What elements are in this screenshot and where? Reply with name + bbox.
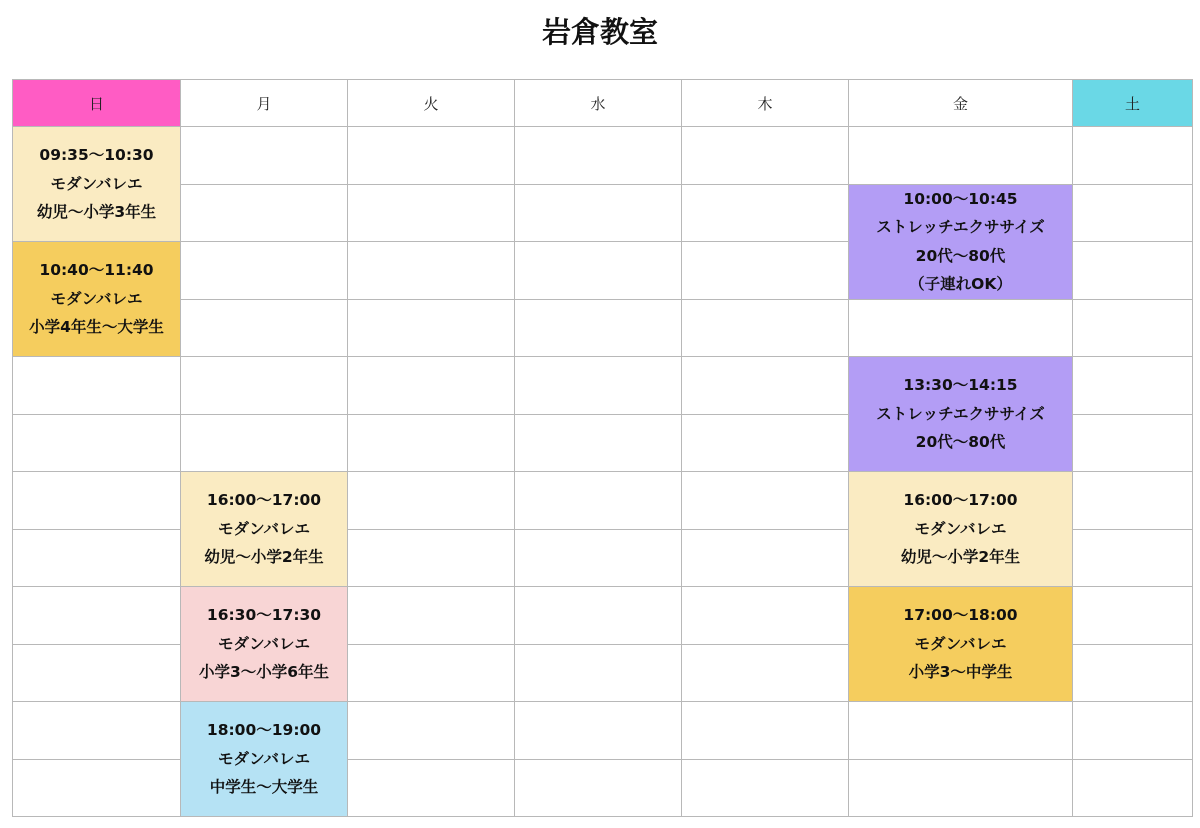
class-target: 中学生〜大学生 (209, 778, 319, 797)
class-target: 小学3〜中学生 (908, 663, 1013, 682)
class-block[interactable] (848, 184, 1073, 300)
class-time: 18:00〜19:00 (206, 721, 322, 740)
class-name: ストレッチエクササイズ (876, 404, 1045, 423)
timetable-cell (180, 126, 348, 185)
timetable-cell (347, 356, 515, 415)
class-block[interactable] (848, 586, 1073, 702)
timetable-cell (1072, 529, 1193, 588)
timetable-cell (681, 759, 849, 818)
class-target: 幼児〜小学2年生 (900, 548, 1021, 567)
timetable-cell (180, 241, 348, 300)
timetable-cell (514, 701, 682, 760)
day-header-2: 火 (347, 79, 515, 127)
timetable-cell (514, 126, 682, 185)
timetable-cell (12, 529, 181, 588)
timetable-cell (12, 701, 181, 760)
timetable-cell (12, 644, 181, 703)
timetable-cell (12, 759, 181, 818)
timetable-cell (347, 241, 515, 300)
timetable-cell (1072, 299, 1193, 358)
day-header-3: 水 (514, 79, 682, 127)
class-note: （子連れOK） (909, 275, 1012, 293)
timetable-cell (347, 414, 515, 473)
timetable-cell (347, 644, 515, 703)
timetable-cell (12, 471, 181, 530)
class-target: 小学3〜小学6年生 (198, 663, 330, 682)
timetable-cell (514, 759, 682, 818)
timetable-cell (681, 644, 849, 703)
class-block[interactable] (12, 241, 181, 357)
timetable-cell (347, 759, 515, 818)
class-time: 10:00〜10:45 (903, 189, 1018, 208)
timetable-cell (1072, 701, 1193, 760)
class-block[interactable] (180, 471, 348, 587)
class-time: 10:40〜11:40 (39, 261, 154, 280)
timetable-cell (1072, 586, 1193, 645)
class-name: モダンバレエ (217, 519, 311, 538)
timetable-cell (848, 126, 1073, 185)
timetable-cell (681, 299, 849, 358)
timetable-cell (12, 356, 181, 415)
class-target: 幼児〜小学3年生 (36, 203, 157, 222)
day-header-6: 土 (1072, 79, 1193, 127)
timetable-cell (1072, 126, 1193, 185)
page-title: 岩倉教室 (541, 15, 658, 49)
class-time: 13:30〜14:15 (903, 376, 1018, 395)
timetable-cell (848, 759, 1073, 818)
class-block[interactable] (848, 471, 1073, 587)
timetable-cell (347, 529, 515, 588)
timetable-cell (681, 241, 849, 300)
timetable-cell (1072, 241, 1193, 300)
timetable-cell (347, 299, 515, 358)
timetable-cell (180, 356, 348, 415)
timetable-cell (681, 126, 849, 185)
timetable-cell (1072, 356, 1193, 415)
timetable-cell (681, 414, 849, 473)
timetable-cell (514, 184, 682, 243)
timetable-cell (1072, 471, 1193, 530)
timetable-cell (12, 586, 181, 645)
timetable-cell (681, 586, 849, 645)
timetable-cell (681, 184, 849, 243)
day-header-0: 日 (12, 79, 181, 127)
class-time: 17:00〜18:00 (903, 606, 1018, 625)
class-target: 20代〜80代 (915, 246, 1006, 265)
class-target: 幼児〜小学2年生 (204, 548, 324, 567)
timetable-cell (347, 701, 515, 760)
class-name: モダンバレエ (914, 634, 1007, 653)
timetable-cell (180, 414, 348, 473)
timetable-cell (347, 586, 515, 645)
class-name: モダンバレエ (50, 289, 143, 308)
day-header-5: 金 (848, 79, 1073, 127)
timetable-cell (514, 241, 682, 300)
day-header-4: 木 (681, 79, 849, 127)
class-block[interactable] (12, 126, 181, 242)
timetable-cell (514, 471, 682, 530)
class-target: 20代〜80代 (915, 433, 1006, 452)
day-header-1: 月 (180, 79, 348, 127)
timetable-cell (347, 471, 515, 530)
class-name: モダンバレエ (50, 174, 143, 193)
timetable-cell (1072, 759, 1193, 818)
class-block[interactable] (848, 356, 1073, 472)
timetable-cell (848, 701, 1073, 760)
class-name: モダンバレエ (217, 749, 311, 768)
timetable-cell (1072, 184, 1193, 243)
timetable-cell (681, 529, 849, 588)
class-target: 小学4年生〜大学生 (29, 318, 164, 337)
class-time: 16:00〜17:00 (206, 491, 322, 510)
timetable-cell (514, 356, 682, 415)
timetable-cell (347, 126, 515, 185)
timetable-cell (1072, 414, 1193, 473)
class-name: ストレッチエクササイズ (876, 218, 1045, 236)
timetable-cell (347, 184, 515, 243)
class-block[interactable] (180, 586, 348, 702)
timetable-cell (514, 644, 682, 703)
timetable-cell (848, 299, 1073, 358)
class-name: モダンバレエ (914, 519, 1007, 538)
timetable-cell (681, 356, 849, 415)
timetable-cell (514, 299, 682, 358)
timetable-cell (514, 529, 682, 588)
timetable-cell (180, 184, 348, 243)
timetable-cell (514, 586, 682, 645)
timetable-cell (681, 701, 849, 760)
class-name: モダンバレエ (217, 634, 311, 653)
timetable-cell (681, 471, 849, 530)
timetable-cell (12, 414, 181, 473)
timetable-cell (1072, 644, 1193, 703)
class-time: 09:35〜10:30 (39, 146, 154, 165)
class-time: 16:00〜17:00 (903, 491, 1018, 510)
class-time: 16:30〜17:30 (206, 606, 322, 625)
class-block[interactable] (180, 701, 348, 817)
timetable-cell (514, 414, 682, 473)
timetable-cell (180, 299, 348, 358)
